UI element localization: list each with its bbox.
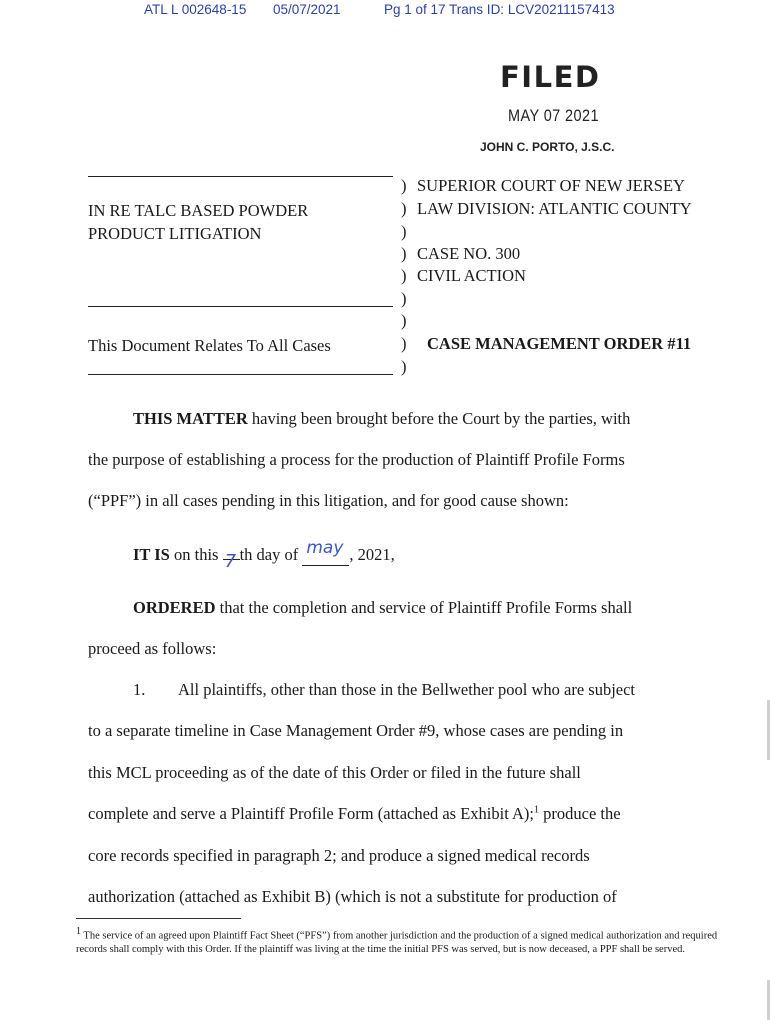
handwritten-day: 7: [224, 551, 237, 572]
footnote: [76, 925, 726, 957]
footnote-mark: 1: [76, 926, 81, 937]
paragraph-ordered-line2: proceed as follows:: [88, 639, 217, 658]
caption-paren: ): [401, 334, 407, 353]
paragraph-this-matter-line2: the purpose of establishing a process for the production of Plaintiff Profile Forms: [88, 450, 625, 469]
item1-number: 1.: [133, 680, 146, 699]
court-name: SUPERIOR COURT OF NEW JERSEY: [417, 176, 685, 195]
caption-rule-middle: [88, 306, 393, 307]
day-blank: [223, 551, 240, 572]
caption-paren: ): [401, 357, 407, 376]
item1-line4: [88, 804, 621, 824]
handwritten-month: may: [306, 538, 344, 558]
footnote-text: The service of an agreed upon Plaintiff Fact Sheet (“PFS”) from another jurisdiction and the production of a signed medical authorization and required records shall comply with this Order. If the plaintiff was living at the time the initial PFS was served, but is now deceased, a PPF shall be served.: [76, 930, 718, 955]
caption-paren: ): [401, 222, 407, 241]
docket-number: ATL L 002648-15: [144, 2, 247, 17]
civil-action: CIVIL ACTION: [417, 266, 526, 285]
footnote-rule: [76, 918, 241, 919]
this-matter-lead: THIS MATTER: [133, 409, 248, 428]
item1-line3: this MCL proceeding as of the date of this Order or filed in the future shall: [88, 763, 581, 782]
item1-line4-text: complete and serve a Plaintiff Profile Form (attached as Exhibit A);: [88, 804, 534, 823]
this-matter-text: having been brought before the Court by the parties, with: [247, 409, 631, 428]
case-number: CASE NO. 300: [417, 244, 521, 263]
it-is-text: on this: [169, 545, 223, 564]
filed-stamp-date: MAY 07 2021: [508, 106, 599, 125]
ordered-lead: ORDERED: [133, 598, 216, 617]
footnote-reference: 1: [534, 804, 539, 816]
caption-paren: ): [401, 289, 407, 308]
item1-line4-end: produce the: [539, 804, 621, 823]
caption-rule-top: [88, 176, 393, 177]
relates-to-line: This Document Relates To All Cases: [88, 336, 331, 355]
ordered-text: that the completion and service of Plaintiff Profile Forms shall: [215, 598, 633, 617]
paragraph-ordered-line1: [133, 598, 632, 618]
filed-stamp: FILED: [500, 60, 601, 94]
paragraph-this-matter-line3: (“PPF”) in all cases pending in this litigation, and for good cause shown:: [88, 491, 569, 510]
item1-line5: core records specified in paragraph 2; and produce a signed medical records: [88, 846, 590, 865]
matter-title-line1: IN RE TALC BASED POWDER: [88, 201, 309, 220]
caption-paren: ): [401, 176, 407, 195]
filed-stamp-judge: JOHN C. PORTO, J.S.C.: [480, 140, 615, 154]
matter-title-line2: PRODUCT LITIGATION: [88, 224, 262, 243]
order-title: CASE MANAGEMENT ORDER #11: [427, 334, 692, 353]
item1-line6: authorization (attached as Exhibit B) (which is not a substitute for production of: [88, 887, 617, 906]
month-blank: [302, 538, 349, 566]
page-transaction-info: Pg 1 of 17 Trans ID: LCV20211157413: [384, 2, 615, 17]
caption-paren: ): [401, 266, 407, 285]
filing-date: 05/07/2021: [273, 2, 341, 17]
item1-line2: to a separate timeline in Case Management Order #9, whose cases are pending in: [88, 721, 624, 740]
caption-rule-bottom: [88, 374, 393, 375]
caption-paren: ): [401, 311, 407, 330]
paragraph-this-matter-line1: [133, 409, 630, 429]
caption-paren: ): [401, 199, 407, 218]
date-line: [133, 538, 395, 572]
caption-paren: ): [401, 244, 407, 263]
it-is-lead: IT IS: [133, 545, 170, 564]
item1-line1: All plaintiffs, other than those in the Bellwether pool who are subject: [178, 680, 636, 699]
court-division: LAW DIVISION: ATLANTIC COUNTY: [417, 199, 692, 218]
year-text: , 2021,: [349, 545, 395, 564]
day-suffix: th day of: [239, 545, 303, 564]
